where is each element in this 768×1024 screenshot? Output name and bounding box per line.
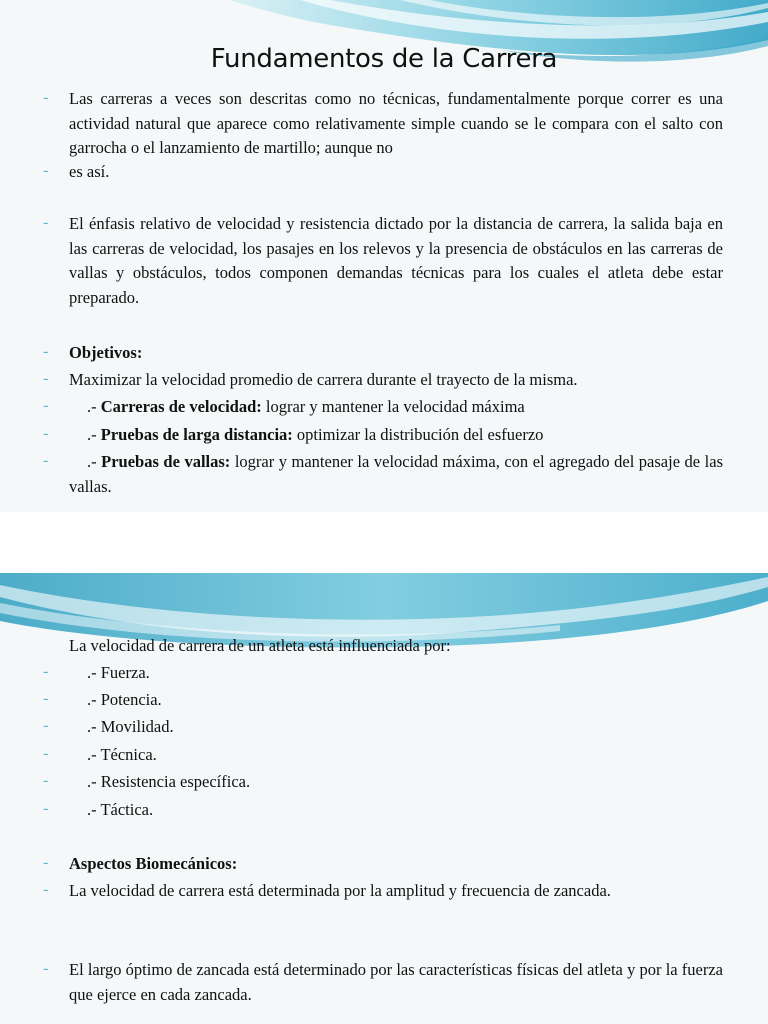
factor-item: .- Potencia. [87,690,162,709]
factor-item: .- Resistencia específica. [87,772,251,791]
bullet: - [43,690,49,707]
paragraph-intro: Las carreras a veces son descritas como no técnicas, fundamentalmente porque correr es una actividad natural que aparece como relativamente simple cuando se le compara con el salto con garrocha o el lanzamiento de martillo; aunque no [69,89,723,157]
factor-item: .- Movilidad. [87,717,174,736]
slide-title: Fundamentos de la Carrera [210,44,558,74]
paragraph-enfasis: El énfasis relativo de velocidad y resistencia dictado por la distancia de carrera, la salida baja en las carreras de velocidad, los pasajes en los relevos y la presencia de obstáculos en las carreras de vallas y obstáculos, todos componen demandas técnicas para los cuales el atleta debe estar preparado. [69,214,723,307]
bullet: - [43,881,49,898]
paragraph-influencia: La velocidad de carrera de un atleta está influenciada por: [69,636,451,655]
bullet: - [43,854,49,871]
bullet: - [43,162,49,179]
bullet: - [43,214,49,231]
bullet: - [43,370,49,387]
bullet: - [43,960,49,977]
bullet: - [43,772,49,789]
slide-2 [0,573,768,1024]
bullet-hidden [43,636,53,654]
bullet: - [43,425,49,442]
bullet: - [43,717,49,734]
heading-objetivos: Objetivos: [69,343,143,362]
slide-gap [0,512,768,573]
heading-aspectos: Aspectos Biomecánicos: [69,854,238,873]
bullet: - [43,343,49,360]
objective-item: .- Pruebas de larga distancia: optimizar la distribución del esfuerzo [87,425,544,444]
paragraph-maximizar: Maximizar la velocidad promedio de carrera durante el trayecto de la misma. [69,370,578,389]
paragraph-largo-optimo: El largo óptimo de zancada está determinado por las características físicas del atleta y por la fuerza que ejerce en cada zancada. [69,960,723,1004]
paragraph-velocidad: La velocidad de carrera está determinada por la amplitud y frecuencia de zancada. [69,881,611,900]
bullet: - [43,800,49,817]
bullet: - [43,663,49,680]
factor-item: .- Fuerza. [87,663,150,682]
bullet: - [43,397,49,414]
bullet: - [43,89,49,106]
objective-item: .- Carreras de velocidad: lograr y mantener la velocidad máxima [87,397,525,416]
bullet: - [43,745,49,762]
factor-item: .- Táctica. [87,800,154,819]
factor-item: .- Técnica. [87,745,157,764]
paragraph-es-asi: es así. [69,162,110,181]
bullet: - [43,452,49,469]
objective-item: .- Pruebas de vallas: lograr y mantener la velocidad máxima, con el agregado del pasaje de las vallas. [69,452,723,496]
